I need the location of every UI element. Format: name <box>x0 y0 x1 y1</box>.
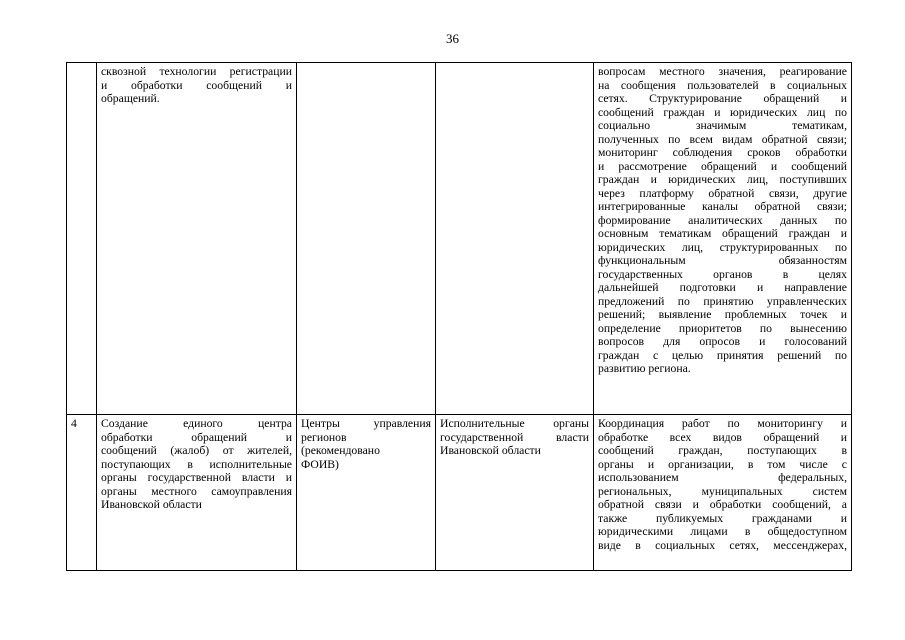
text-line: вопросам местного значения, реагирование <box>598 65 847 78</box>
text-line: социально значимым тематикам, <box>598 119 847 132</box>
measure-text <box>101 417 292 512</box>
row-number-cell: 4 <box>67 415 97 571</box>
text-line: Ивановской области <box>440 444 541 457</box>
text-line: обратной связи и обработки сообщений, а <box>598 498 847 511</box>
text-line: (рекомендовано <box>301 444 380 457</box>
text-line: сквозной технологии регистрации <box>101 65 292 78</box>
responsible-cell <box>436 415 594 571</box>
row-number-cell <box>67 63 97 415</box>
text-line: функциональным обязанностям <box>598 254 847 267</box>
text-line: регионов <box>301 430 347 444</box>
text-line: развитию региона. <box>598 362 691 375</box>
text-line: также публикуемых гражданами и <box>598 511 847 525</box>
text-line: обработки обращений и <box>101 430 292 444</box>
text-line: сетях. Структурирование обращений и <box>598 92 847 105</box>
text-line: Ивановской области <box>101 498 202 511</box>
executor-cell <box>297 415 436 571</box>
text-line: через платформу обратной связи, другие <box>598 186 847 200</box>
text-line: дальнейшей подготовки и направление <box>598 281 847 294</box>
text-line: и рассмотрение обращений и сообщений <box>598 159 847 173</box>
measure-cell <box>97 63 297 415</box>
text-line: сообщений граждан и юридических лиц по <box>598 105 847 119</box>
responsible-text <box>440 417 589 458</box>
text-line: поступающих в исполнительные <box>101 457 292 471</box>
page-number: 36 <box>446 31 459 46</box>
text-line: юридическими лицами в общедоступном <box>598 525 847 538</box>
text-line: органы и организации, в том числе с <box>598 457 847 471</box>
executor-cell <box>297 63 436 415</box>
responsible-cell <box>436 63 594 415</box>
text-line: использованием федеральных, <box>598 471 847 484</box>
text-line: определение приоритетов по вынесению <box>598 321 847 335</box>
text-line: виде в социальных сетях, мессенджерах, <box>598 538 847 552</box>
measure-cell <box>97 415 297 571</box>
text-line: Исполнительные органы <box>440 417 589 430</box>
text-line: юридических лиц, структурированных по <box>598 240 847 254</box>
table-row <box>67 415 852 571</box>
description-cell <box>594 63 852 415</box>
text-line: сообщений граждан, поступающих в <box>598 444 847 457</box>
text-line: и обработки сообщений и <box>101 78 292 92</box>
text-line: предложений по принятию управленческих <box>598 294 847 308</box>
description-cell <box>594 415 852 571</box>
text-line: формирование аналитических данных по <box>598 213 847 227</box>
text-line: мониторинг соблюдения сроков обработки <box>598 146 847 159</box>
text-line: государственной власти <box>440 430 589 444</box>
text-line: на сообщения пользователей в социальных <box>598 78 847 92</box>
text-line: Создание единого центра <box>101 417 292 430</box>
text-line: граждан с целью принятия решений по <box>598 348 847 362</box>
text-line: Координация работ по мониторингу и <box>598 417 847 430</box>
executor-text <box>301 417 431 471</box>
text-line: государственных органов в целях <box>598 267 847 281</box>
text-line: органы местного самоуправления <box>101 484 292 498</box>
text-line: обращений. <box>101 92 160 105</box>
text-line: обработке всех видов обращений и <box>598 430 847 444</box>
description-text <box>598 65 847 376</box>
text-line: региональных, муниципальных систем <box>598 484 847 498</box>
plan-table <box>66 62 852 571</box>
text-line: вопросов для опросов и голосований <box>598 335 847 348</box>
text-line: граждан и юридических лиц, поступивших <box>598 173 847 186</box>
text-line: органы государственной власти и <box>101 471 292 484</box>
text-line: интегрированные каналы обратной связи; <box>598 200 847 213</box>
measure-text <box>101 65 292 106</box>
text-line: ФОИВ) <box>301 457 339 471</box>
text-line: сообщений (жалоб) от жителей, <box>101 444 292 457</box>
text-line: решений; выявление проблемных точек и <box>598 308 847 321</box>
text-line: полученных по всем видам обратной связи; <box>598 132 847 146</box>
text-line: основным тематикам обращений граждан и <box>598 227 847 240</box>
text-line: Центры управления <box>301 417 431 430</box>
description-text <box>598 417 847 552</box>
table-row <box>67 63 852 415</box>
